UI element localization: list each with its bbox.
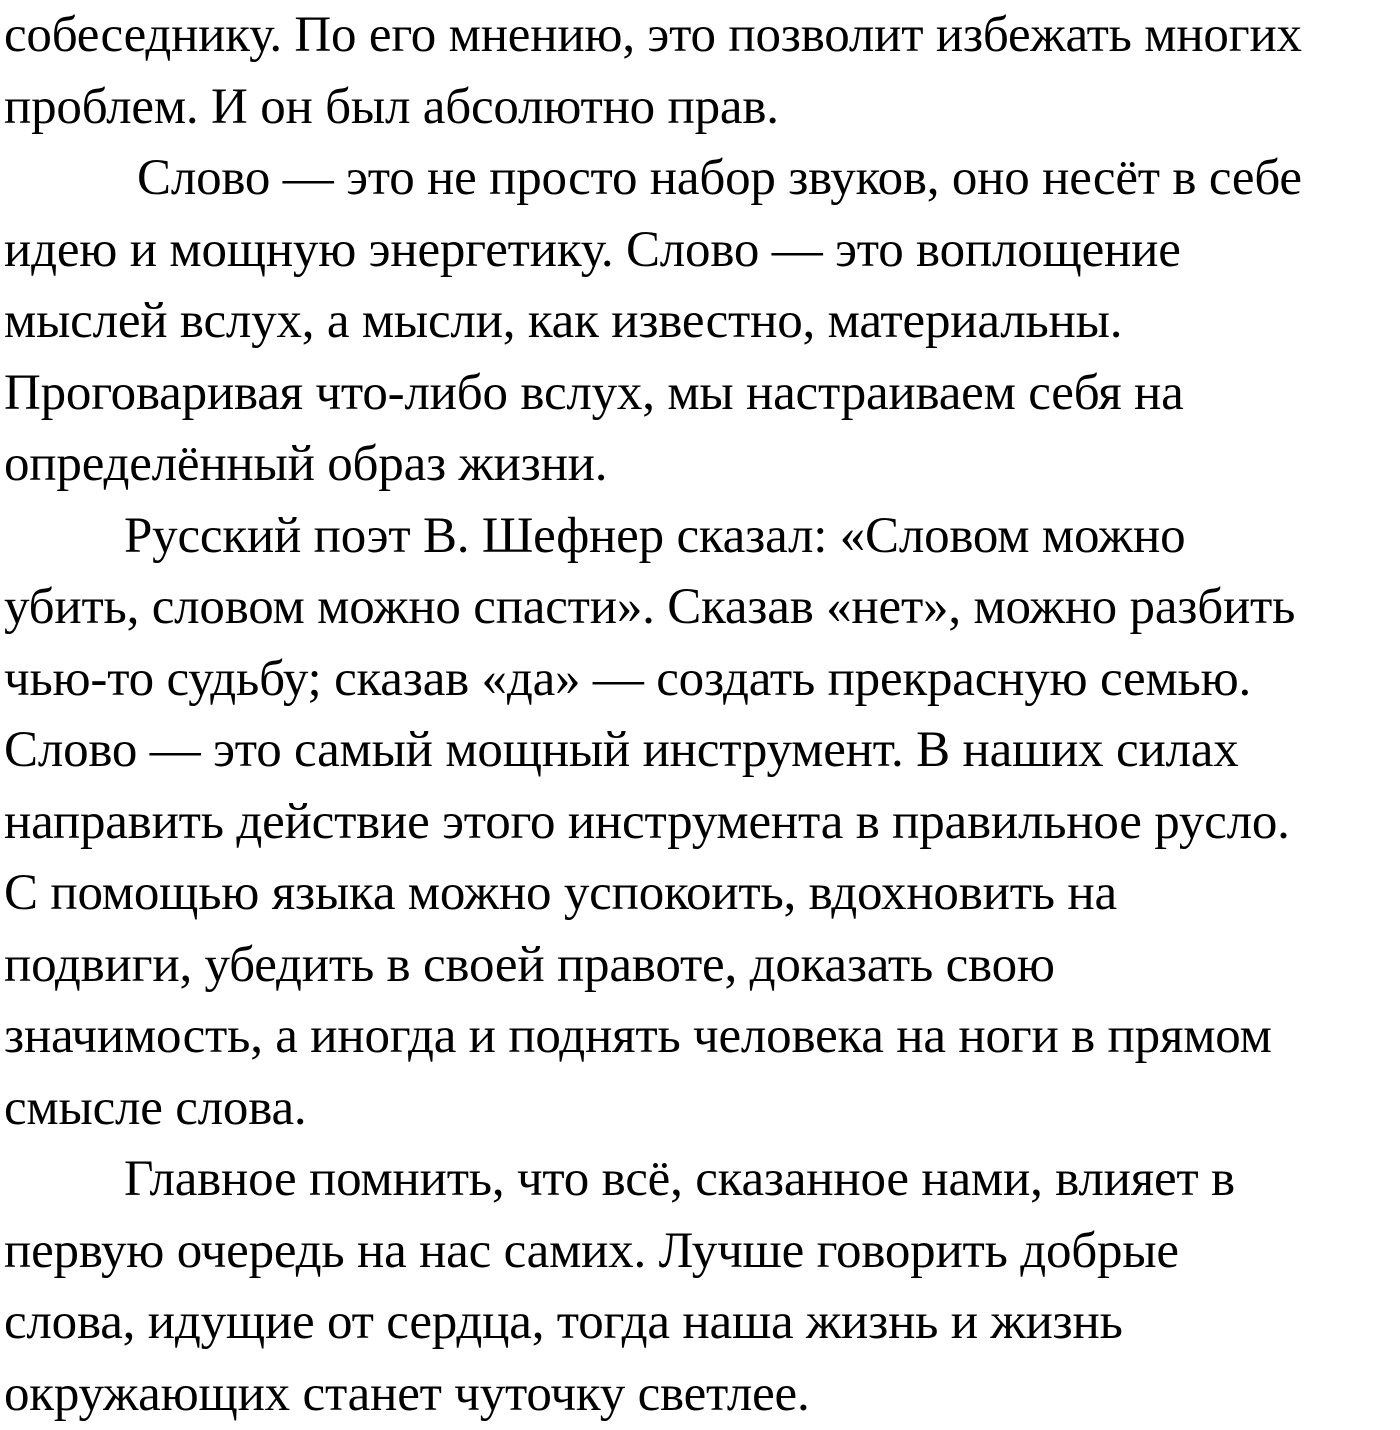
text-line: значимость, а иногда и поднять человека на ноги в прямом bbox=[4, 1001, 1400, 1073]
text-line: Слово — это самый мощный инструмент. В наших силах bbox=[4, 715, 1400, 787]
text-line: направить действие этого инструмента в правильное русло. bbox=[4, 787, 1400, 859]
text-line: С помощью языка можно успокоить, вдохновить на bbox=[4, 858, 1400, 930]
text-line: чью-то судьбу; сказав «да» — создать прекрасную семью. bbox=[4, 644, 1400, 716]
text-line: убить, словом можно спасти». Сказав «нет», можно разбить bbox=[4, 572, 1400, 644]
text-line: мыслей вслух, а мысли, как известно, материальны. bbox=[4, 286, 1400, 358]
paragraph-4 bbox=[4, 1144, 1400, 1430]
paragraph-1 bbox=[4, 0, 1400, 143]
text-line: слова, идущие от сердца, тогда наша жизнь и жизнь bbox=[4, 1287, 1400, 1359]
text-line: смысле слова. bbox=[4, 1073, 1400, 1145]
text-line: Слово — это не просто набор звуков, оно несёт в себе bbox=[4, 143, 1400, 215]
document-page bbox=[4, 0, 1400, 1430]
text-line: Проговаривая что-либо вслух, мы настраиваем себя на bbox=[4, 358, 1400, 430]
text-line: окружающих станет чуточку светлее. bbox=[4, 1359, 1400, 1430]
text-line: проблем. И он был абсолютно прав. bbox=[4, 72, 1400, 144]
text-line: определённый образ жизни. bbox=[4, 429, 1400, 501]
text-line: подвиги, убедить в своей правоте, доказать свою bbox=[4, 930, 1400, 1002]
paragraph-2 bbox=[4, 143, 1400, 501]
text-line: Русский поэт В. Шефнер сказал: «Словом можно bbox=[4, 501, 1400, 573]
text-line: Главное помнить, что всё, сказанное нами, влияет в bbox=[4, 1144, 1400, 1216]
paragraph-3 bbox=[4, 501, 1400, 1145]
text-line: идею и мощную энергетику. Слово — это воплощение bbox=[4, 215, 1400, 287]
text-line: первую очередь на нас самих. Лучше говорить добрые bbox=[4, 1216, 1400, 1288]
text-line: собеседнику. По его мнению, это позволит избежать многих bbox=[4, 0, 1400, 72]
